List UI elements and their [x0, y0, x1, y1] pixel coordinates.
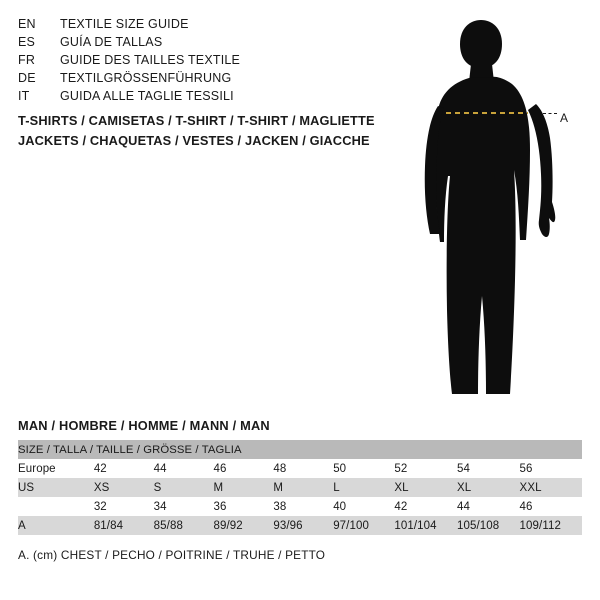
table-cell: XXL [520, 478, 582, 497]
table-cell: 85/88 [154, 516, 214, 535]
measure-leader-line [543, 113, 557, 114]
garment-categories [18, 111, 418, 151]
table-cell: 109/112 [520, 516, 582, 535]
table-cell: 48 [273, 459, 333, 478]
table-cell: S [154, 478, 214, 497]
legend-text: GUIDE DES TAILLES TEXTILE [60, 53, 241, 67]
legend-row [18, 52, 388, 69]
table-row [18, 497, 582, 516]
table-title: MAN / HOMBRE / HOMME / MANN / MAN [18, 418, 270, 433]
figure-illustration [400, 10, 600, 405]
legend-code: IT [18, 89, 30, 103]
measure-label-a: A [560, 111, 569, 125]
table-row [18, 478, 582, 497]
legend-row [18, 16, 388, 33]
row-label [18, 497, 94, 516]
legend-row [18, 34, 388, 51]
table-cell: 54 [457, 459, 520, 478]
table-cell: 101/104 [394, 516, 457, 535]
legend-text: TEXTILE SIZE GUIDE [60, 17, 189, 31]
table-cell: 97/100 [333, 516, 394, 535]
table-cell: 89/92 [214, 516, 274, 535]
category-jackets: JACKETS / CHAQUETAS / VESTES / JACKEN / GIACCHE [18, 133, 370, 148]
legend-row [18, 70, 388, 87]
legend-code: ES [18, 35, 36, 49]
table-cell: 36 [214, 497, 274, 516]
table-header-label: SIZE / TALLA / TAILLE / GRÖSSE / TAGLIA [18, 440, 582, 459]
legend-row [18, 88, 388, 105]
row-label: Europe [18, 459, 94, 478]
table-cell: 93/96 [273, 516, 333, 535]
table-cell: XL [394, 478, 457, 497]
male-torso-silhouette-icon [400, 10, 600, 405]
table-cell: L [333, 478, 394, 497]
table-cell: XS [94, 478, 154, 497]
size-table [18, 440, 582, 535]
table-row [18, 516, 582, 535]
legend-code: EN [18, 17, 36, 31]
table-cell: 42 [394, 497, 457, 516]
table-cell: 81/84 [94, 516, 154, 535]
table-cell: 42 [94, 459, 154, 478]
table-row [18, 459, 582, 478]
legend-text: TEXTILGRÖSSENFÜHRUNG [60, 71, 232, 85]
measurement-footnote: A. (cm) CHEST / PECHO / POITRINE / TRUHE / PETTO [18, 548, 326, 562]
table-cell: 56 [520, 459, 582, 478]
row-label: US [18, 478, 94, 497]
table-cell: 44 [457, 497, 520, 516]
table-cell: 40 [333, 497, 394, 516]
table-cell: 34 [154, 497, 214, 516]
table-cell: M [273, 478, 333, 497]
row-label: A [18, 516, 94, 535]
table-cell: 46 [520, 497, 582, 516]
table-cell: 32 [94, 497, 154, 516]
table-cell: 52 [394, 459, 457, 478]
table-cell: 50 [333, 459, 394, 478]
legend-text: GUIDA ALLE TAGLIE TESSILI [60, 89, 234, 103]
table-cell: 44 [154, 459, 214, 478]
language-legend [18, 16, 388, 106]
legend-code: DE [18, 71, 36, 85]
table-header-row [18, 440, 582, 459]
table-cell: 105/108 [457, 516, 520, 535]
table-cell: 38 [273, 497, 333, 516]
table-cell: M [214, 478, 274, 497]
table-cell: 46 [214, 459, 274, 478]
legend-text: GUÍA DE TALLAS [60, 35, 163, 49]
table-cell: XL [457, 478, 520, 497]
legend-code: FR [18, 53, 36, 67]
category-tshirts: T-SHIRTS / CAMISETAS / T-SHIRT / T-SHIRT / MAGLIETTE [18, 113, 375, 128]
